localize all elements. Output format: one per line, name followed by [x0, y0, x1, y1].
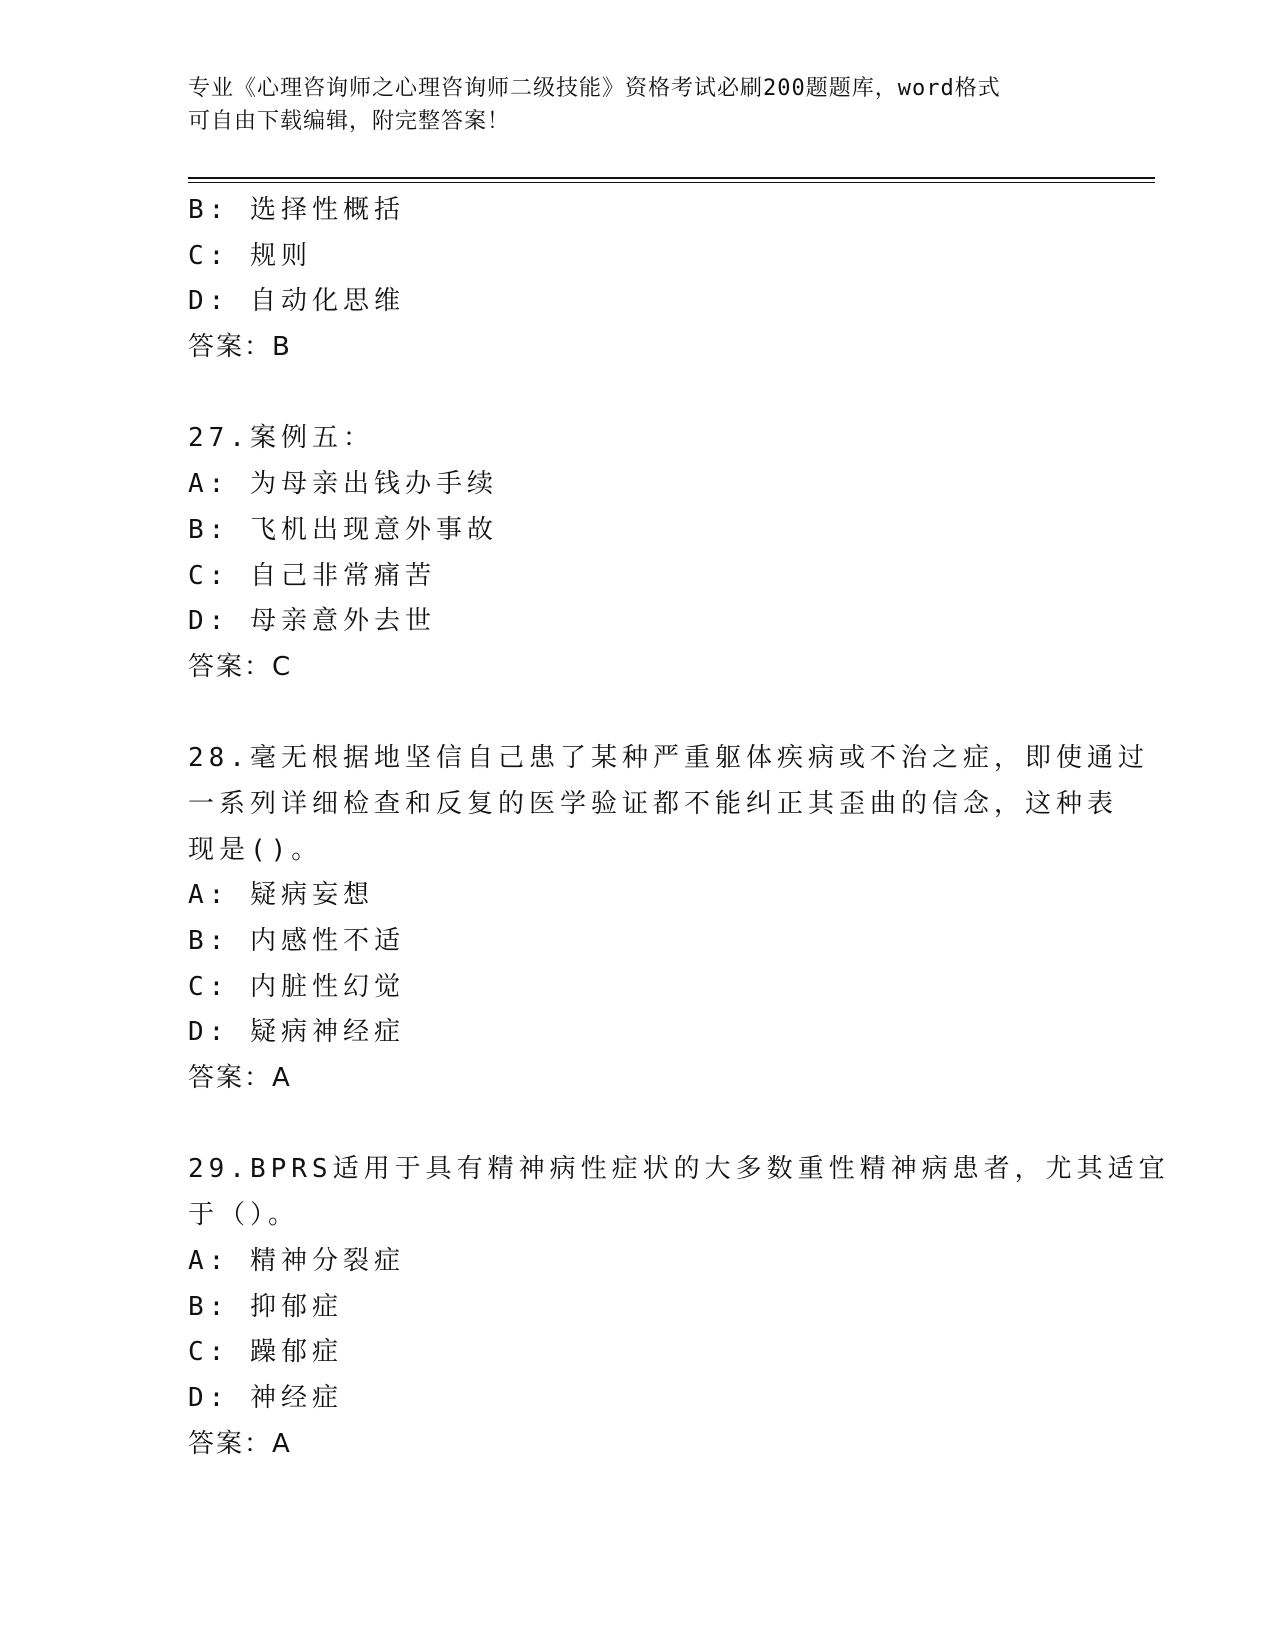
option-d: D: 母亲意外去世 [188, 606, 436, 637]
answer-label: 答案：B [188, 332, 292, 363]
header-divider-thin [188, 182, 1155, 183]
question-27 [188, 416, 1088, 690]
option-c: C: 内脏性幻觉 [188, 971, 405, 1002]
option-b: B: 飞机出现意外事故 [188, 514, 498, 545]
option-d: D: 自动化思维 [188, 286, 405, 317]
question-stem-line: 一系列详细检查和反复的医学验证都不能纠正其歪曲的信念，这种表 [188, 788, 1119, 819]
option-a: A: 疑病妄想 [188, 880, 374, 911]
option-c: C: 规则 [188, 240, 312, 271]
option-d: D: 神经症 [188, 1382, 343, 1413]
option-a: A: 精神分裂症 [188, 1245, 405, 1276]
answer-label: 答案：C [188, 651, 293, 682]
answer-label: 答案：A [188, 1063, 292, 1094]
option-b: B: 选择性概括 [188, 195, 405, 225]
answer-label: 答案：A [188, 1428, 292, 1459]
spacer [188, 1102, 1088, 1148]
spacer [188, 371, 1088, 417]
question-26-tail [188, 188, 1088, 371]
option-b: B: 抑郁症 [188, 1291, 343, 1322]
option-c: C: 躁郁症 [188, 1337, 343, 1368]
question-stem: 27.案例五： [188, 423, 374, 454]
question-stem-line: 28.毫无根据地坚信自己患了某种严重躯体疾病或不治之症，即使通过 [188, 743, 1149, 774]
option-a: A: 为母亲出钱办手续 [188, 469, 498, 500]
document-header [188, 72, 1088, 138]
header-line-2: 可自由下载编辑，附完整答案！ [188, 109, 511, 134]
question-stem-line: 现是()。 [188, 834, 323, 865]
question-list [188, 188, 1170, 1467]
question-stem-line: 29.BPRS适用于具有精神病性症状的大多数重性精神病患者，尤其适宜 [188, 1154, 1170, 1185]
option-d: D: 疑病神经症 [188, 1017, 405, 1048]
option-c: C: 自己非常痛苦 [188, 560, 436, 591]
header-line-1: 专业《心理咨询师之心理咨询师二级技能》资格考试必刷200题题库，word格式 [188, 76, 1001, 101]
spacer [188, 691, 1088, 737]
question-29 [188, 1147, 1170, 1467]
option-b: B: 内感性不适 [188, 926, 405, 956]
question-28 [188, 736, 1149, 1102]
header-divider-thick [188, 177, 1155, 179]
question-stem-line: 于（）。 [188, 1200, 300, 1231]
